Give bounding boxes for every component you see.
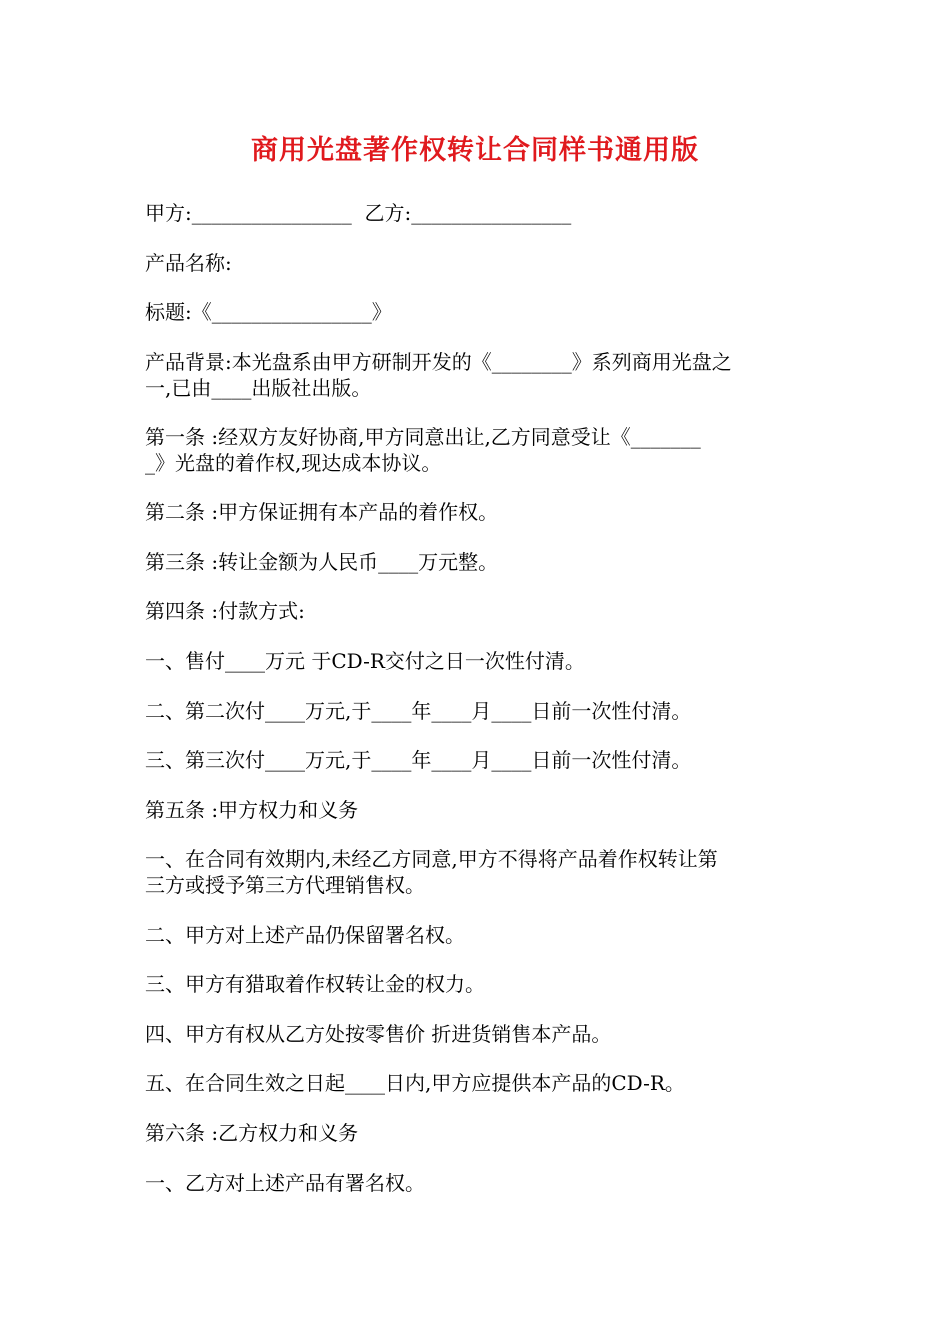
article-2: 第二条 :甲方保证拥有本产品的着作权。 xyxy=(145,500,499,524)
party-a-item-1-line-2: 三方或授予第三方代理销售权。 xyxy=(145,873,425,897)
party-b-item-1: 一、乙方对上述产品有署名权。 xyxy=(145,1171,425,1195)
payment-item-3: 三、第三次付____万元,于____年____月____日前一次性付清。 xyxy=(145,748,692,772)
article-6: 第六条 :乙方权力和义务 xyxy=(145,1121,359,1145)
party-a-item-5: 五、在合同生效之日起____日内,甲方应提供本产品的CD-R。 xyxy=(145,1071,685,1095)
article-1-line-2: _》光盘的着作权,现达成本协议。 xyxy=(145,451,442,475)
document-title: 商用光盘著作权转让合同样书通用版 xyxy=(251,135,699,166)
article-1-line-1: 第一条 :经双方友好协商,甲方同意出让,乙方同意受让《_______ xyxy=(145,425,701,449)
article-4: 第四条 :付款方式: xyxy=(145,599,305,623)
article-3: 第三条 :转让金额为人民币____万元整。 xyxy=(145,550,499,574)
product-name-line: 产品名称: xyxy=(145,251,232,275)
payment-item-1: 一、售付____万元 于CD-R交付之日一次性付清。 xyxy=(145,649,585,673)
payment-item-2: 二、第二次付____万元,于____年____月____日前一次性付清。 xyxy=(145,699,692,723)
party-a-item-3: 三、甲方有猎取着作权转让金的权力。 xyxy=(145,972,485,996)
party-a-item-2: 二、甲方对上述产品仍保留署名权。 xyxy=(145,923,465,947)
background-line-1: 产品背景:本光盘系由甲方研制开发的《________》系列商用光盘之 xyxy=(145,350,732,374)
background-line-2: 一,已由____出版社出版。 xyxy=(145,376,372,400)
article-5: 第五条 :甲方权力和义务 xyxy=(145,798,359,822)
party-a-item-1-line-1: 一、在合同有效期内,未经乙方同意,甲方不得将产品着作权转让第 xyxy=(145,847,718,871)
party-line: 甲方:________________ 乙方:________________ xyxy=(145,201,572,225)
title-line: 标题:《________________》 xyxy=(145,300,392,324)
party-a-item-4: 四、甲方有权从乙方处按零售价 折进货销售本产品。 xyxy=(145,1022,612,1046)
